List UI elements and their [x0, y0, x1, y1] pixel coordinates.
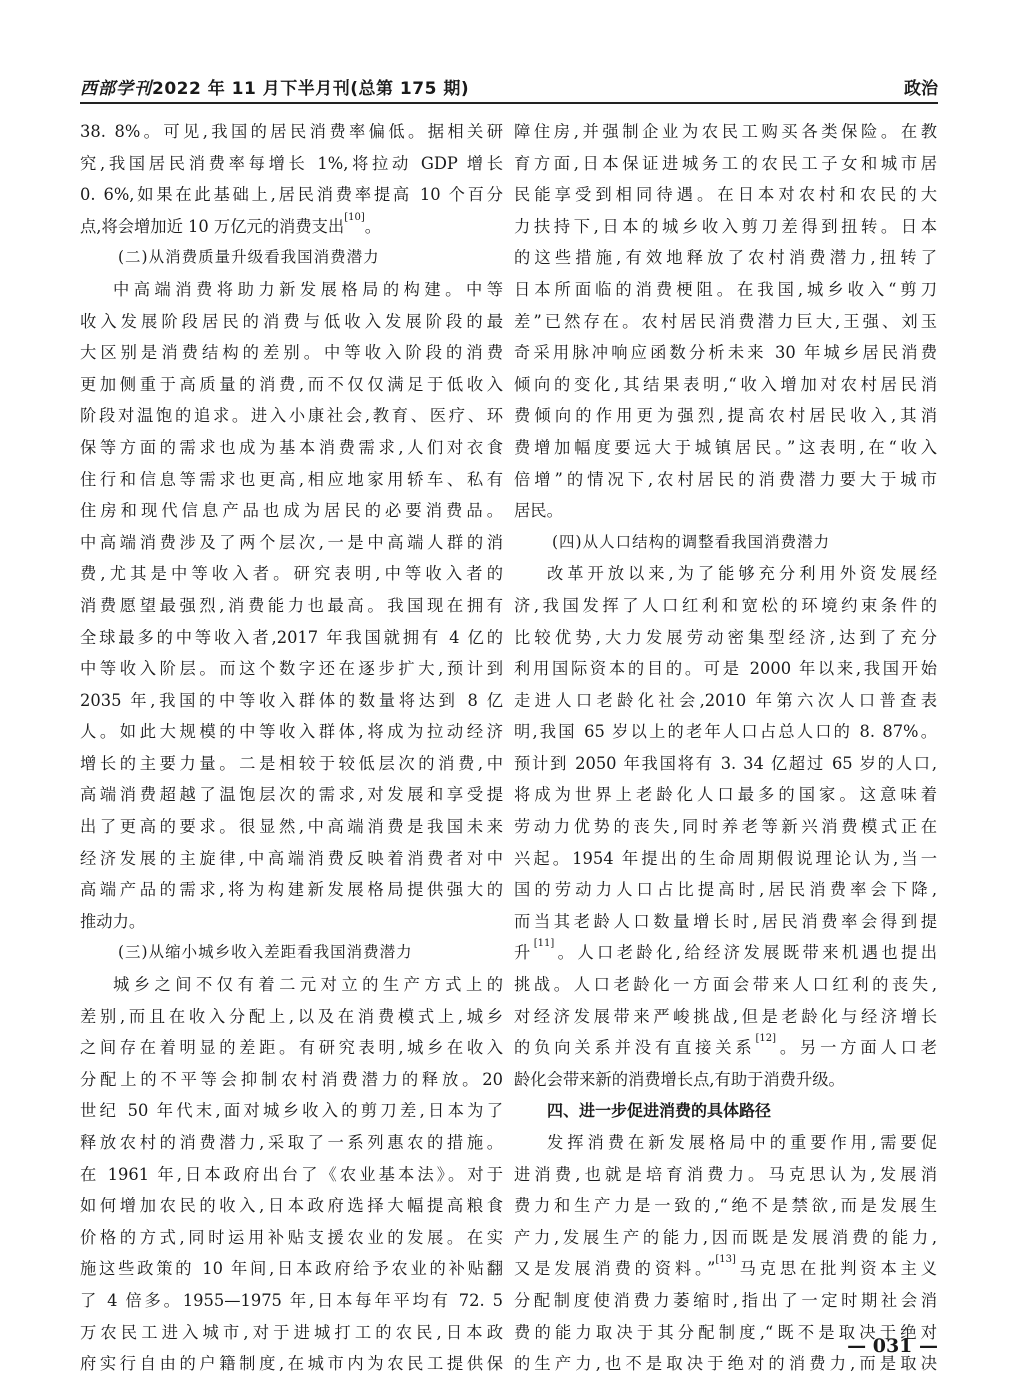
line-text: 费倾向的作用更为强烈,提高农村居民收入,其消 — [514, 406, 937, 426]
line-text: 的负向关系并没有直接关系 — [514, 1038, 756, 1058]
text-line — [80, 937, 503, 969]
line-text: 在 1961 年,日本政府出台了《农业基本法》。对于 — [80, 1164, 503, 1184]
line-text-tail: 。 — [364, 216, 382, 236]
line-text: 释放农村的消费潜力,采取了一系列惠农的措施。 — [80, 1133, 503, 1152]
text-line — [514, 179, 937, 211]
line-text: 居民。 — [514, 501, 563, 521]
text-line — [514, 495, 937, 527]
text-line — [80, 211, 503, 243]
text-line — [80, 622, 503, 654]
text-line — [514, 527, 937, 559]
line-text: 费力和生产力是一致的,“绝不是禁欲,而是发展生 — [514, 1196, 937, 1216]
text-line — [80, 116, 503, 148]
text-line — [80, 1064, 503, 1096]
text-line — [80, 653, 503, 685]
line-text: 的这些措施,有效地释放了农村消费潜力,扭转了 — [514, 248, 937, 268]
line-text: 分配制度使消费力萎缩时,指出了一定时期社会消 — [514, 1290, 937, 1310]
line-text-tail: 马克思在批判资本主义 — [735, 1259, 937, 1279]
page-header — [80, 72, 938, 104]
line-text: 2035 年,我国的中等收入群体的数量将达到 8 亿 — [80, 690, 503, 710]
line-text: 高端消费超越了温饱层次的需求,对发展和享受提 — [80, 785, 503, 805]
line-text: 世纪 50 年代末,面对城乡收入的剪刀差,日本为了 — [80, 1101, 503, 1121]
line-text: 奇采用脉冲响应函数分析未来 30 年城乡居民消费 — [514, 343, 937, 363]
line-text: 的生产力,也不是取决于绝对的消费力,而是取决 — [514, 1354, 937, 1374]
line-text: 更加侧重于高质量的消费,而不仅仅满足于低收入 — [80, 374, 503, 394]
text-line — [514, 1032, 937, 1064]
text-line — [514, 1127, 937, 1159]
text-line — [80, 843, 503, 875]
line-text: 济,我国发挥了人口红利和宽松的环境约束条件的 — [514, 595, 937, 615]
line-text: 费的能力取决于其分配制度,“既不是取决于绝对 — [514, 1322, 937, 1342]
citation-ref: [10] — [344, 211, 365, 223]
line-text-tail: 。另一方面人口老 — [776, 1038, 937, 1058]
text-line — [514, 1285, 937, 1317]
left-column — [80, 116, 503, 1380]
page-number: — 031 — — [847, 1335, 938, 1357]
text-line — [514, 969, 937, 1001]
line-text: 国的劳动力人口占比提高时,居民消费率会下降, — [514, 880, 937, 900]
text-line — [80, 906, 503, 938]
text-line — [80, 1253, 503, 1285]
line-text: 障住房,并强制企业为农民工购买各类保险。在教 — [514, 122, 937, 141]
line-text: 消费愿望最强烈,消费能力也最高。我国现在拥有 — [80, 595, 503, 615]
text-line — [80, 337, 503, 369]
text-line — [80, 148, 503, 180]
text-line — [80, 811, 503, 843]
text-line — [514, 337, 937, 369]
text-line — [514, 464, 937, 496]
text-line — [80, 369, 503, 401]
text-line — [514, 653, 937, 685]
line-text: 城乡之间不仅有着二元对立的生产方式上的 — [113, 975, 503, 995]
line-text: 中高端消费将助力新发展格局的构建。中等 — [113, 279, 503, 299]
text-line — [514, 148, 937, 180]
line-text: 究,我国居民消费率每增长 1%,将拉动 GDP 增长 — [80, 153, 503, 173]
line-text: 了 4 倍多。1955—1975 年,日本每年平均有 72. 5 — [80, 1290, 503, 1310]
line-text: 对经济发展带来严峻挑战,但是老龄化与经济增长 — [514, 1006, 937, 1026]
text-line — [514, 558, 937, 590]
text-line — [80, 432, 503, 464]
citation-ref: [12] — [755, 1033, 776, 1045]
line-text: 四、进一步促进消费的具体路径 — [547, 1101, 772, 1121]
line-text: 预计到 2050 年我国将有 3. 34 亿超过 65 岁的人口, — [514, 753, 937, 773]
line-text: 0. 6%,如果在此基础上,居民消费率提高 10 个百分 — [80, 185, 503, 205]
citation-ref: [13] — [715, 1254, 736, 1266]
text-line — [514, 1064, 937, 1096]
line-text: 出了更高的要求。很显然,中高端消费是我国未来 — [80, 817, 503, 837]
text-line — [80, 464, 503, 496]
text-line — [514, 1253, 937, 1285]
text-line — [80, 1285, 503, 1317]
text-line — [80, 1190, 503, 1222]
text-line — [80, 274, 503, 306]
text-line — [80, 1032, 503, 1064]
line-text: 收入发展阶段居民的消费与低收入发展阶段的最 — [80, 311, 503, 331]
line-text: 人。如此大规模的中等收入群体,将成为拉动经济 — [80, 722, 503, 742]
line-text: 差”已然存在。农村居民消费潜力巨大,王强、刘玉 — [514, 311, 937, 331]
line-text: 高端产品的需求,将为构建新发展格局提供强大的 — [80, 880, 503, 900]
text-line — [514, 306, 937, 338]
line-text: 增长的主要力量。二是相较于较低层次的消费,中 — [80, 753, 503, 773]
line-text: 兴起。1954 年提出的生命周期假说理论认为,当一 — [514, 848, 937, 868]
issue-label: 2022 年 11 月下半月刊(总第 175 期) — [152, 79, 470, 99]
line-text: 住房和现代信息产品也成为居民的必要消费品。 — [80, 501, 503, 521]
line-text: (三)从缩小城乡收入差距看我国消费潜力 — [118, 943, 413, 962]
text-line — [514, 242, 937, 274]
text-line — [514, 274, 937, 306]
text-line — [514, 400, 937, 432]
text-line — [514, 685, 937, 717]
text-line — [514, 906, 937, 938]
line-text: 如何增加农民的收入,日本政府选择大幅提高粮食 — [80, 1196, 503, 1216]
line-text: 又是发展消费的资料。” — [514, 1259, 716, 1279]
text-line — [80, 716, 503, 748]
text-line — [514, 1159, 937, 1191]
text-line — [514, 937, 937, 969]
text-line — [80, 306, 503, 338]
text-line — [514, 1001, 937, 1033]
line-text: 中等收入阶层。而这个数字还在逐步扩大,预计到 — [80, 659, 503, 679]
line-text: 改革开放以来,为了能够充分利用外资发展经 — [547, 564, 937, 584]
text-line — [514, 116, 937, 148]
text-line — [80, 685, 503, 717]
text-line — [80, 558, 503, 590]
text-line — [514, 369, 937, 401]
text-line — [514, 590, 937, 622]
text-line — [80, 1127, 503, 1159]
line-text: 而当其老龄人口数量增长时,居民消费率会得到提 — [514, 911, 937, 931]
line-text: (二)从消费质量升级看我国消费潜力 — [118, 248, 380, 267]
line-text: 发挥消费在新发展格局中的重要作用,需要促 — [547, 1133, 937, 1152]
text-line — [514, 811, 937, 843]
line-text: 倾向的变化,其结果表明,“收入增加对农村居民消 — [514, 374, 937, 394]
text-line — [80, 495, 503, 527]
line-text: 价格的方式,同时运用补贴支援农业的发展。在实 — [80, 1227, 503, 1247]
text-line — [80, 1159, 503, 1191]
text-line — [514, 622, 937, 654]
text-line — [514, 843, 937, 875]
line-text: 进消费,也就是培育消费力。马克思认为,发展消 — [514, 1164, 937, 1184]
line-text: 日本所面临的消费梗阻。在我国,城乡收入“剪刀 — [514, 279, 937, 299]
text-line — [514, 211, 937, 243]
line-text: 倍增”的情况下,农村居民的消费潜力要大于城市 — [514, 469, 937, 489]
line-text: 38. 8%。可见,我国的居民消费率偏低。据相关研 — [80, 122, 503, 141]
line-text: 全球最多的中等收入者,2017 年我国就拥有 4 亿的 — [80, 627, 503, 647]
text-line — [80, 874, 503, 906]
text-line — [80, 179, 503, 211]
text-line — [80, 748, 503, 780]
line-text: 育方面,日本保证进城务工的农民工子女和城市居 — [514, 153, 937, 173]
text-line — [80, 527, 503, 559]
section-label: 政治 — [904, 79, 938, 99]
line-text: 之间存在着明显的差距。有研究表明,城乡在收入 — [80, 1038, 503, 1058]
line-text: 点,将会增加近 10 万亿元的消费支出 — [80, 216, 345, 236]
text-line — [80, 969, 503, 1001]
journal-logo: 西部学刊 — [80, 79, 152, 99]
line-text: 经济发展的主旋律,中高端消费反映着消费者对中 — [80, 848, 503, 868]
line-text: 费,尤其是中等收入者。研究表明,中等收入者的 — [80, 564, 503, 584]
line-text: 差别,而且在收入分配上,以及在消费模式上,城乡 — [80, 1006, 503, 1026]
text-line — [514, 432, 937, 464]
text-line — [514, 1222, 937, 1254]
line-text: 中高端消费涉及了两个层次,一是中高端人群的消 — [80, 532, 503, 552]
line-text: 升 — [514, 943, 534, 963]
text-line — [80, 1001, 503, 1033]
line-text: 明,我国 65 岁以上的老年人口占总人口的 8. 87%。 — [514, 722, 937, 742]
line-text: 产力,发展生产的能力,因而既是发展消费的能力, — [514, 1227, 937, 1247]
line-text: 劳动力优势的丧失,同时养老等新兴消费模式正在 — [514, 817, 937, 837]
line-text: 保等方面的需求也成为基本消费需求,人们对衣食 — [80, 437, 503, 457]
line-text: 费增加幅度要远大于城镇居民。”这表明,在“收入 — [514, 437, 937, 457]
line-text: 走进人口老龄化社会,2010 年第六次人口普查表 — [514, 690, 937, 710]
text-line — [80, 1095, 503, 1127]
line-text: (四)从人口结构的调整看我国消费潜力 — [552, 532, 831, 551]
text-line — [514, 779, 937, 811]
line-text: 府实行自由的户籍制度,在城市内为农民工提供保 — [80, 1354, 503, 1374]
text-line — [514, 748, 937, 780]
line-text: 民能享受到相同待遇。在日本对农村和农民的大 — [514, 185, 937, 205]
line-text: 力扶持下,日本的城乡收入剪刀差得到扭转。日本 — [514, 216, 937, 236]
line-text: 将成为世界上老龄化人口最多的国家。这意味着 — [514, 785, 937, 805]
text-line — [80, 1348, 503, 1380]
text-line — [80, 1317, 503, 1349]
line-text: 施这些政策的 10 年间,日本政府给予农业的补贴翻 — [80, 1259, 503, 1279]
line-text: 万农民工进入城市,对于进城打工的农民,日本政 — [80, 1322, 503, 1342]
text-line — [514, 1190, 937, 1222]
journal-issue — [80, 74, 469, 99]
right-column — [514, 116, 937, 1380]
text-line — [514, 874, 937, 906]
line-text: 龄化会带来新的消费增长点,有助于消费升级。 — [514, 1069, 845, 1089]
text-line — [514, 716, 937, 748]
text-line — [80, 590, 503, 622]
text-line — [80, 779, 503, 811]
line-text: 挑战。人口老龄化一方面会带来人口红利的丧失, — [514, 975, 937, 995]
line-text: 大区别是消费结构的差别。中等收入阶段的消费 — [80, 343, 503, 363]
citation-ref: [11] — [533, 938, 555, 950]
line-text: 利用国际资本的目的。可是 2000 年以来,我国开始 — [514, 659, 937, 679]
line-text: 阶段对温饱的追求。进入小康社会,教育、医疗、环 — [80, 406, 503, 426]
text-line — [514, 1095, 937, 1127]
line-text: 推动力。 — [80, 911, 146, 931]
line-text: 住行和信息等需求也更高,相应地家用轿车、私有 — [80, 469, 503, 489]
text-line — [80, 1222, 503, 1254]
line-text: 比较优势,大力发展劳动密集型经济,达到了充分 — [514, 627, 937, 647]
text-line — [80, 400, 503, 432]
line-text-tail: 。人口老龄化,给经济发展既带来机遇也提出 — [554, 943, 937, 963]
line-text: 分配上的不平等会抑制农村消费潜力的释放。20 — [80, 1069, 503, 1089]
text-line — [80, 242, 503, 274]
